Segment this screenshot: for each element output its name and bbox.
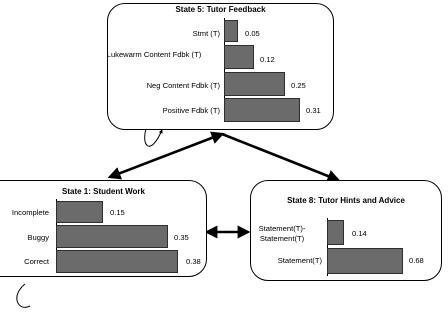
state5-label-neg: Neg Content Fdbk (T) bbox=[146, 81, 220, 90]
state5-value-stmt: 0.05 bbox=[245, 29, 260, 38]
state1-bar-buggy bbox=[56, 225, 168, 248]
state5-bar-positive bbox=[224, 98, 300, 122]
state5-bar-neg bbox=[224, 72, 285, 96]
state8-title: State 8: Tutor Hints and Advice bbox=[287, 196, 405, 205]
state8-bar-stmt-stmt bbox=[327, 220, 344, 245]
arrow-state5-state1 bbox=[110, 134, 222, 177]
arrow-state5-state8 bbox=[222, 134, 338, 180]
state1-bar-incomplete bbox=[56, 201, 103, 223]
state5-bar-stmt bbox=[224, 20, 238, 42]
state1-value-buggy: 0.35 bbox=[174, 233, 189, 242]
state5-title: State 5: Tutor Feedback bbox=[175, 5, 266, 14]
state8-value-stmt: 0.68 bbox=[409, 256, 424, 265]
state1-label-buggy: Buggy bbox=[27, 233, 49, 242]
state8-label-stmt-stmt: Statement(T)-Statement(T) bbox=[258, 224, 306, 243]
state1-value-incomplete: 0.15 bbox=[110, 208, 125, 217]
state5-label-lukewarm: Lukewarm Content Fdbk (T) bbox=[106, 50, 202, 59]
state5-value-lukewarm: 0.12 bbox=[260, 55, 275, 64]
self-loop-state1 bbox=[17, 284, 30, 307]
state5-value-positive: 0.31 bbox=[306, 106, 321, 115]
state1-title: State 1: Student Work bbox=[62, 187, 145, 196]
state5-label-positive: Positive Fdbk (T) bbox=[162, 106, 220, 115]
state1-value-correct: 0.38 bbox=[186, 257, 201, 266]
state5-value-neg: 0.25 bbox=[291, 81, 306, 90]
state1-label-correct: Correct bbox=[24, 257, 49, 266]
state1-label-incomplete: Incomplete bbox=[11, 208, 49, 217]
state5-bar-lukewarm bbox=[224, 45, 254, 69]
state5-label-stmt: Stmt (T) bbox=[192, 29, 220, 38]
state8-bar-stmt bbox=[327, 248, 403, 274]
state1-bar-correct bbox=[56, 250, 178, 273]
state8-label-stmt: Statement(T) bbox=[277, 256, 322, 265]
state8-value-stmt-stmt: 0.14 bbox=[352, 229, 367, 238]
